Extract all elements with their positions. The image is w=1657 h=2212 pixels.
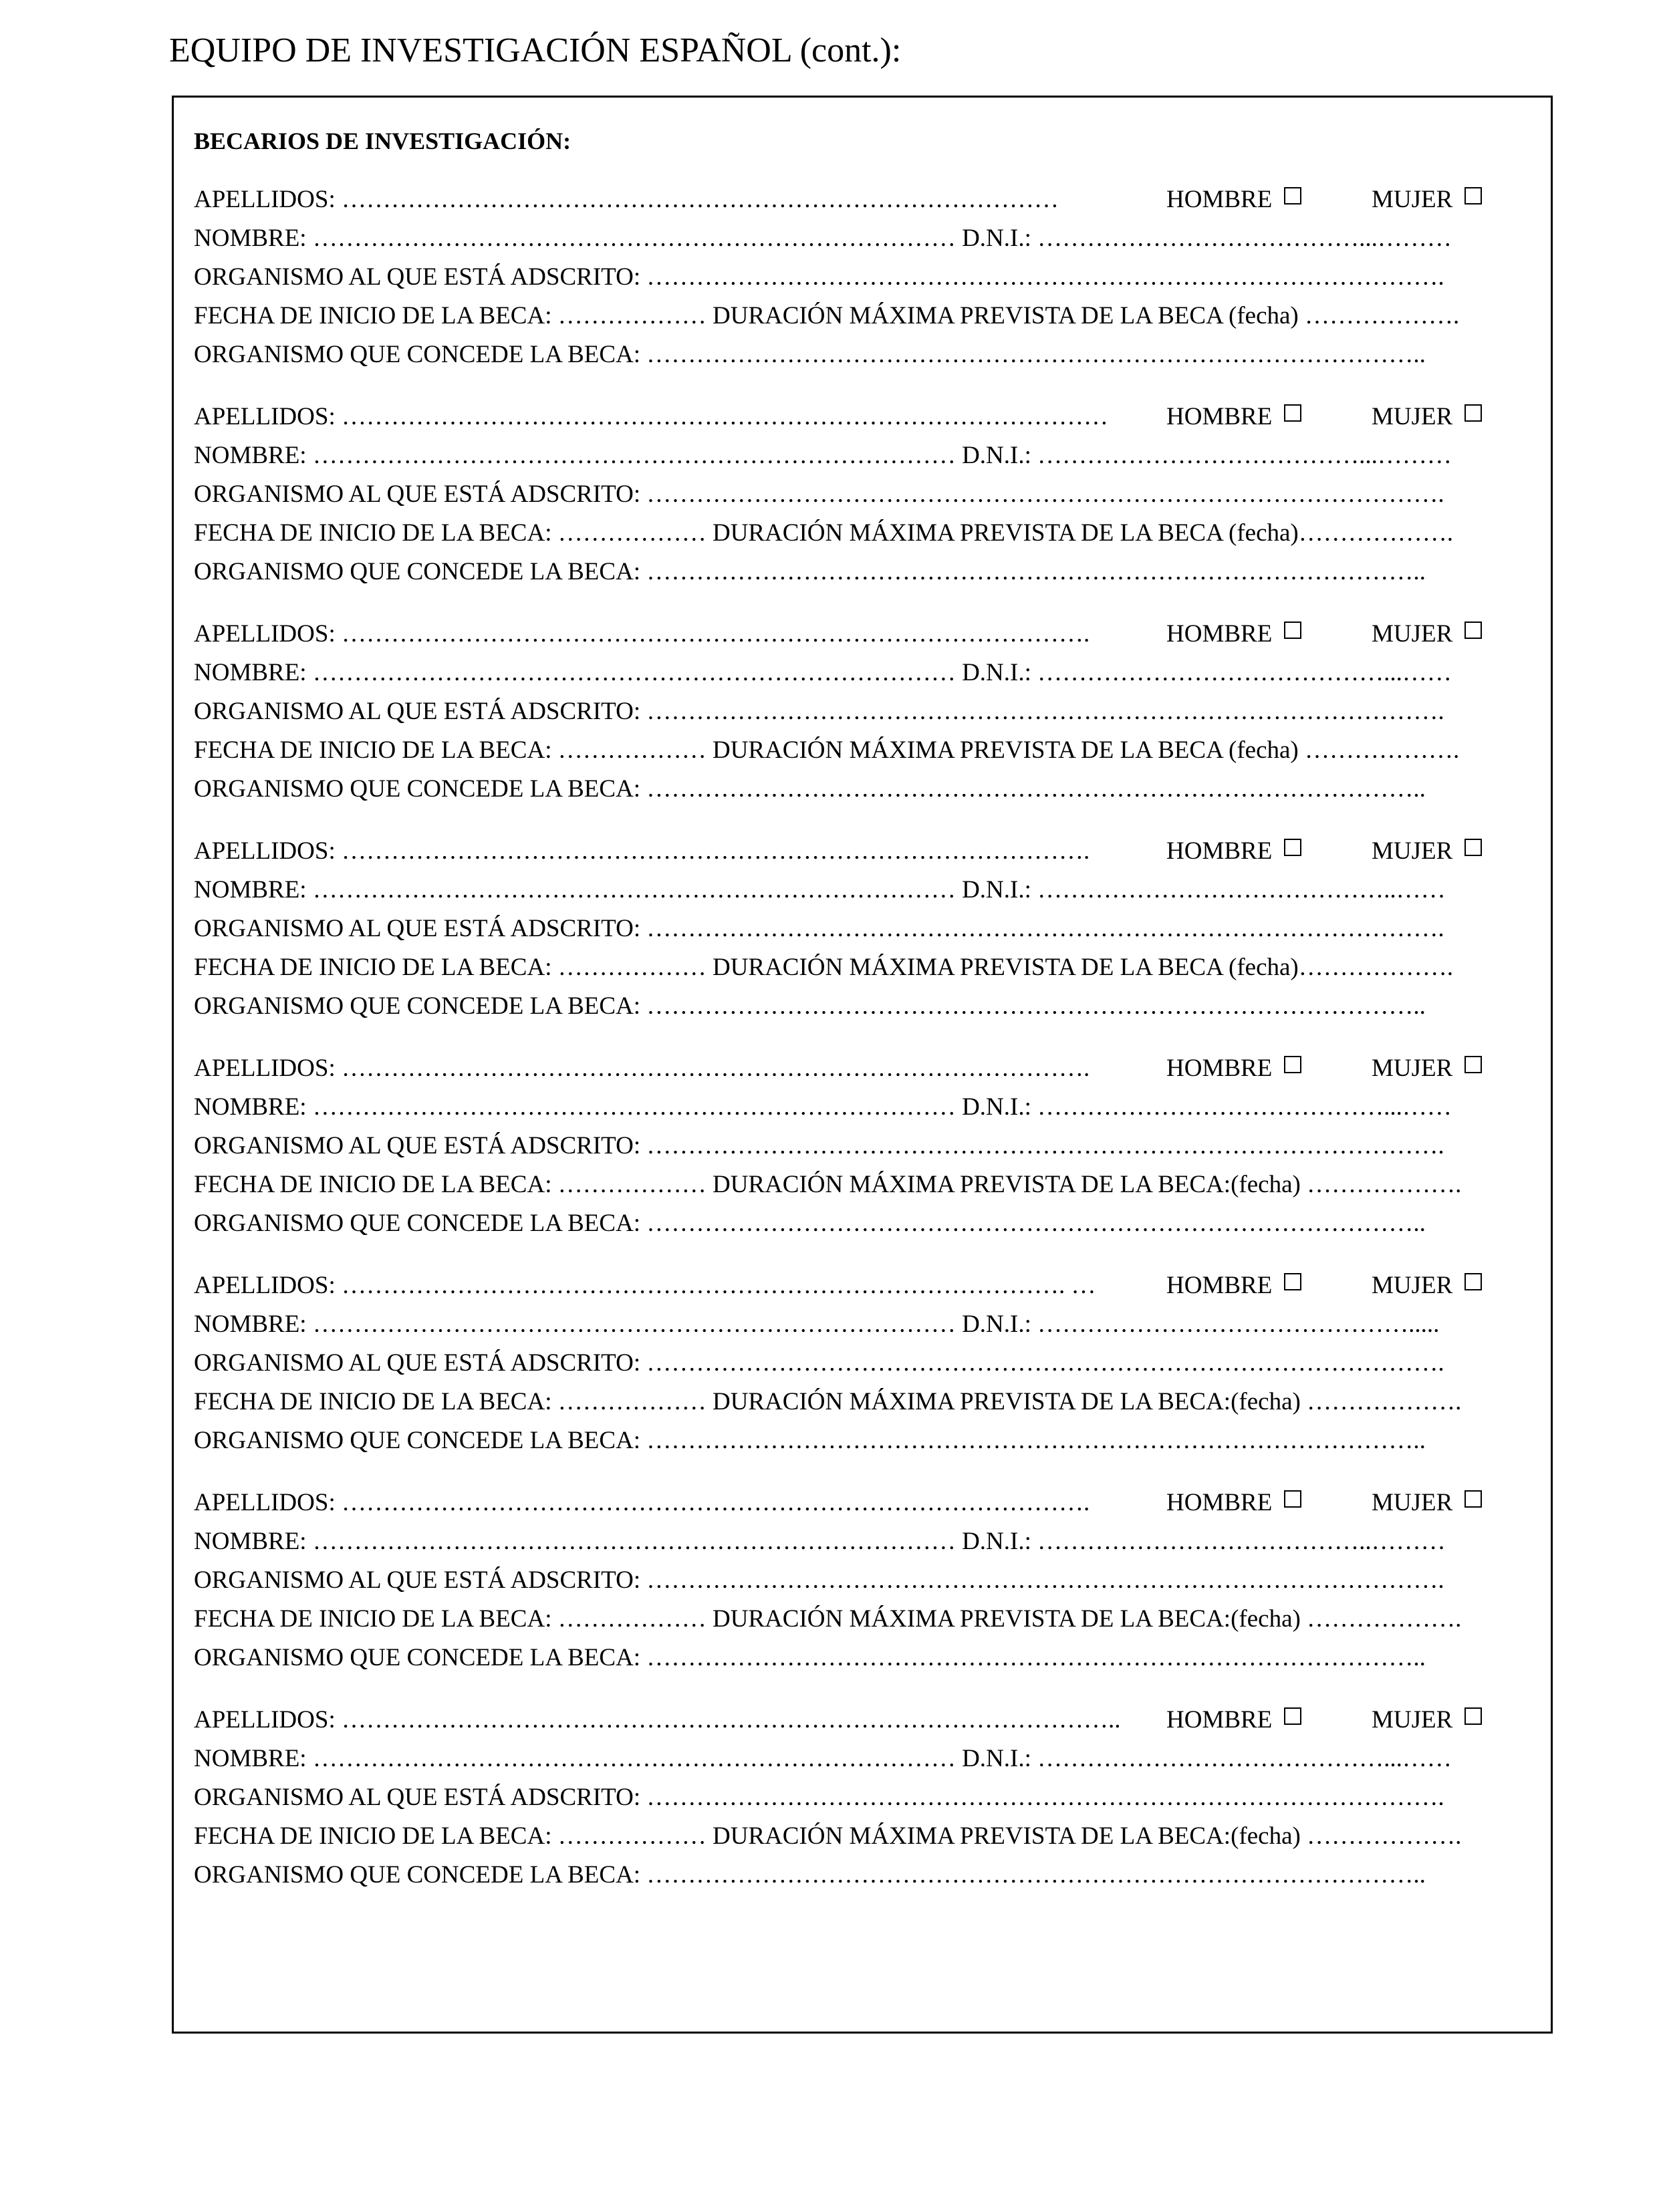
male-checkbox[interactable] [1284,1273,1301,1290]
male-label: HOMBRE [1166,1272,1273,1299]
name-dni-field-row [194,1740,1537,1778]
grant-dates-field-row [194,731,1537,770]
name-dni-field[interactable]: NOMBRE: …………………………………………………………………… D.N.I.: ……………………………………..…… [194,876,1446,904]
male-option [1166,1266,1301,1305]
male-option [1166,1701,1301,1740]
surname-field[interactable]: APELLIDOS: ………………………………………………………………………………….. [194,1706,1121,1734]
granting-organization-field-row [194,1639,1537,1677]
assigned-organization-field-row [194,258,1537,297]
assigned-organization-field-row [194,475,1537,514]
surname-field-row [194,1266,1537,1305]
female-label: MUJER [1372,620,1453,648]
female-option [1372,1049,1482,1088]
name-dni-field-row [194,654,1537,692]
male-checkbox[interactable] [1284,404,1301,422]
female-checkbox[interactable] [1464,404,1482,422]
grant-dates-field[interactable]: FECHA DE INICIO DE LA BECA: ……………… DURACIÓN MÁXIMA PREVISTA DE LA BECA (fecha) ………………. [194,302,1460,329]
granting-organization-field[interactable]: ORGANISMO QUE CONCEDE LA BECA: ………………………………………………………………………………….. [194,1210,1426,1237]
male-option [1166,180,1301,219]
grant-dates-field[interactable]: FECHA DE INICIO DE LA BECA: ……………… DURACIÓN MÁXIMA PREVISTA DE LA BECA (fecha)………………. [194,954,1454,981]
female-checkbox[interactable] [1464,1273,1482,1290]
assigned-organization-field[interactable]: ORGANISMO AL QUE ESTÁ ADSCRITO: ……………………………………………………………………………………. [194,263,1444,291]
male-label: HOMBRE [1166,837,1273,865]
male-option [1166,1484,1301,1522]
assigned-organization-field[interactable]: ORGANISMO AL QUE ESTÁ ADSCRITO: ……………………………………………………………………………………. [194,480,1444,508]
name-dni-field[interactable]: NOMBRE: …………………………………………………………………… D.N.I.: …………………………………...……… [194,442,1452,469]
fellow-entry [194,398,1537,591]
surname-field-row [194,180,1537,219]
male-option [1166,832,1301,871]
surname-field[interactable]: APELLIDOS: ………………………………………………………………………………. [194,837,1090,865]
name-dni-field-row [194,436,1537,475]
page-title: EQUIPO DE INVESTIGACIÓN ESPAÑOL (cont.): [169,31,902,70]
fellow-entry [194,1266,1537,1460]
male-label: HOMBRE [1166,1706,1273,1734]
surname-field-row [194,1701,1537,1740]
surname-field[interactable]: APELLIDOS: ………………………………………………………………………………. [194,1489,1090,1516]
grant-dates-field-row [194,514,1537,553]
assigned-organization-field[interactable]: ORGANISMO AL QUE ESTÁ ADSCRITO: ……………………………………………………………………………………. [194,915,1444,942]
male-checkbox[interactable] [1284,1490,1301,1508]
male-option [1166,615,1301,654]
granting-organization-field[interactable]: ORGANISMO QUE CONCEDE LA BECA: ………………………………………………………………………………….. [194,558,1426,585]
grant-dates-field-row [194,1383,1537,1421]
fellow-entry [194,832,1537,1026]
assigned-organization-field-row [194,692,1537,731]
female-label: MUJER [1372,1706,1453,1734]
assigned-organization-field[interactable]: ORGANISMO AL QUE ESTÁ ADSCRITO: ……………………………………………………………………………………. [194,1784,1444,1811]
assigned-organization-field[interactable]: ORGANISMO AL QUE ESTÁ ADSCRITO: ……………………………………………………………………………………. [194,1132,1444,1159]
granting-organization-field-row [194,770,1537,809]
grant-dates-field[interactable]: FECHA DE INICIO DE LA BECA: ……………… DURACIÓN MÁXIMA PREVISTA DE LA BECA (fecha)………………. [194,519,1454,547]
grant-dates-field-row [194,1600,1537,1639]
assigned-organization-field-row [194,1127,1537,1165]
name-dni-field[interactable]: NOMBRE: …………………………………………………………………… D.N.I.: ……………………………………...…… [194,659,1452,686]
male-label: HOMBRE [1166,620,1273,648]
name-dni-field[interactable]: NOMBRE: …………………………………………………………………… D.N.I.: ……………………………………...…… [194,1093,1452,1121]
female-option [1372,1701,1482,1740]
fellow-entry [194,1701,1537,1895]
male-option [1166,1049,1301,1088]
male-label: HOMBRE [1166,186,1273,213]
assigned-organization-field-row [194,1344,1537,1383]
granting-organization-field-row [194,1421,1537,1460]
male-label: HOMBRE [1166,1489,1273,1516]
male-checkbox[interactable] [1284,1707,1301,1725]
surname-field[interactable]: APELLIDOS: ………………………………………………………………………………. [194,620,1090,648]
grant-dates-field[interactable]: FECHA DE INICIO DE LA BECA: ……………… DURACIÓN MÁXIMA PREVISTA DE LA BECA (fecha) ………………. [194,736,1460,764]
female-checkbox[interactable] [1464,839,1482,856]
granting-organization-field[interactable]: ORGANISMO QUE CONCEDE LA BECA: ………………………………………………………………………………….. [194,1861,1426,1889]
female-option [1372,398,1482,436]
female-option [1372,615,1482,654]
fellow-entry [194,1049,1537,1243]
male-option [1166,398,1301,436]
name-dni-field-row [194,1305,1537,1344]
female-label: MUJER [1372,403,1453,430]
name-dni-field[interactable]: NOMBRE: …………………………………………………………………… D.N.I.: ………………………………………..... [194,1310,1440,1338]
name-dni-field-row [194,1522,1537,1561]
grant-dates-field-row [194,297,1537,335]
fellow-entry [194,1484,1537,1677]
female-checkbox[interactable] [1464,1707,1482,1725]
granting-organization-field-row [194,553,1537,591]
male-checkbox[interactable] [1284,621,1301,639]
female-checkbox[interactable] [1464,1490,1482,1508]
male-label: HOMBRE [1166,1055,1273,1082]
surname-field-row [194,615,1537,654]
surname-field-row [194,1484,1537,1522]
female-option [1372,180,1482,219]
grant-dates-field[interactable]: FECHA DE INICIO DE LA BECA: ……………… DURACIÓN MÁXIMA PREVISTA DE LA BECA:(fecha) ………………. [194,1388,1462,1415]
granting-organization-field-row [194,987,1537,1026]
assigned-organization-field[interactable]: ORGANISMO AL QUE ESTÁ ADSCRITO: ……………………………………………………………………………………. [194,1566,1444,1594]
female-label: MUJER [1372,186,1453,213]
surname-field[interactable]: APELLIDOS: …………………………………………………………………………… [194,186,1059,213]
granting-organization-field-row [194,1204,1537,1243]
female-label: MUJER [1372,1272,1453,1299]
name-dni-field[interactable]: NOMBRE: …………………………………………………………………… D.N.I.: …………………………………...……… [194,225,1452,252]
female-checkbox[interactable] [1464,1056,1482,1073]
male-checkbox[interactable] [1284,1056,1301,1073]
female-option [1372,1484,1482,1522]
female-label: MUJER [1372,1489,1453,1516]
female-option [1372,1266,1482,1305]
name-dni-field[interactable]: NOMBRE: …………………………………………………………………… D.N.I.: …………………………………..……… [194,1528,1446,1555]
fellow-entry [194,180,1537,374]
assigned-organization-field-row [194,910,1537,948]
female-label: MUJER [1372,1055,1453,1082]
surname-field-row [194,832,1537,871]
surname-field-row [194,1049,1537,1088]
grant-dates-field[interactable]: FECHA DE INICIO DE LA BECA: ……………… DURACIÓN MÁXIMA PREVISTA DE LA BECA:(fecha) ………………. [194,1822,1462,1850]
grant-dates-field[interactable]: FECHA DE INICIO DE LA BECA: ……………… DURACIÓN MÁXIMA PREVISTA DE LA BECA:(fecha) ………………. [194,1605,1462,1633]
fellow-entry [194,615,1537,809]
granting-organization-field-row [194,335,1537,374]
assigned-organization-field-row [194,1561,1537,1600]
name-dni-field-row [194,219,1537,258]
surname-field[interactable]: APELLIDOS: ……………………………………………………………………………. … [194,1272,1096,1299]
granting-organization-field-row [194,1856,1537,1895]
female-checkbox[interactable] [1464,621,1482,639]
surname-field[interactable]: APELLIDOS: ………………………………………………………………………………. [194,1055,1090,1082]
name-dni-field-row [194,1088,1537,1127]
granting-organization-field[interactable]: ORGANISMO QUE CONCEDE LA BECA: ………………………………………………………………………………….. [194,1427,1426,1454]
assigned-organization-field[interactable]: ORGANISMO AL QUE ESTÁ ADSCRITO: ……………………………………………………………………………………. [194,698,1444,725]
male-label: HOMBRE [1166,403,1273,430]
male-checkbox[interactable] [1284,187,1301,204]
female-option [1372,832,1482,871]
granting-organization-field[interactable]: ORGANISMO QUE CONCEDE LA BECA: ………………………………………………………………………………….. [194,341,1426,368]
granting-organization-field[interactable]: ORGANISMO QUE CONCEDE LA BECA: ………………………………………………………………………………….. [194,775,1426,803]
assigned-organization-field[interactable]: ORGANISMO AL QUE ESTÁ ADSCRITO: ……………………………………………………………………………………. [194,1349,1444,1377]
name-dni-field-row [194,871,1537,910]
surname-field[interactable]: APELLIDOS: ………………………………………………………………………………… [194,403,1108,430]
grant-dates-field-row [194,1165,1537,1204]
granting-organization-field[interactable]: ORGANISMO QUE CONCEDE LA BECA: ………………………………………………………………………………….. [194,992,1426,1020]
granting-organization-field[interactable]: ORGANISMO QUE CONCEDE LA BECA: ………………………………………………………………………………….. [194,1644,1426,1671]
female-checkbox[interactable] [1464,187,1482,204]
assigned-organization-field-row [194,1778,1537,1817]
grant-dates-field-row [194,948,1537,987]
grant-dates-field-row [194,1817,1537,1856]
section-heading: BECARIOS DE INVESTIGACIÓN: [194,128,571,154]
name-dni-field[interactable]: NOMBRE: …………………………………………………………………… D.N.I.: ……………………………………...…… [194,1745,1452,1772]
grant-dates-field[interactable]: FECHA DE INICIO DE LA BECA: ……………… DURACIÓN MÁXIMA PREVISTA DE LA BECA:(fecha) ………………. [194,1171,1462,1198]
male-checkbox[interactable] [1284,839,1301,856]
surname-field-row [194,398,1537,436]
female-label: MUJER [1372,837,1453,865]
